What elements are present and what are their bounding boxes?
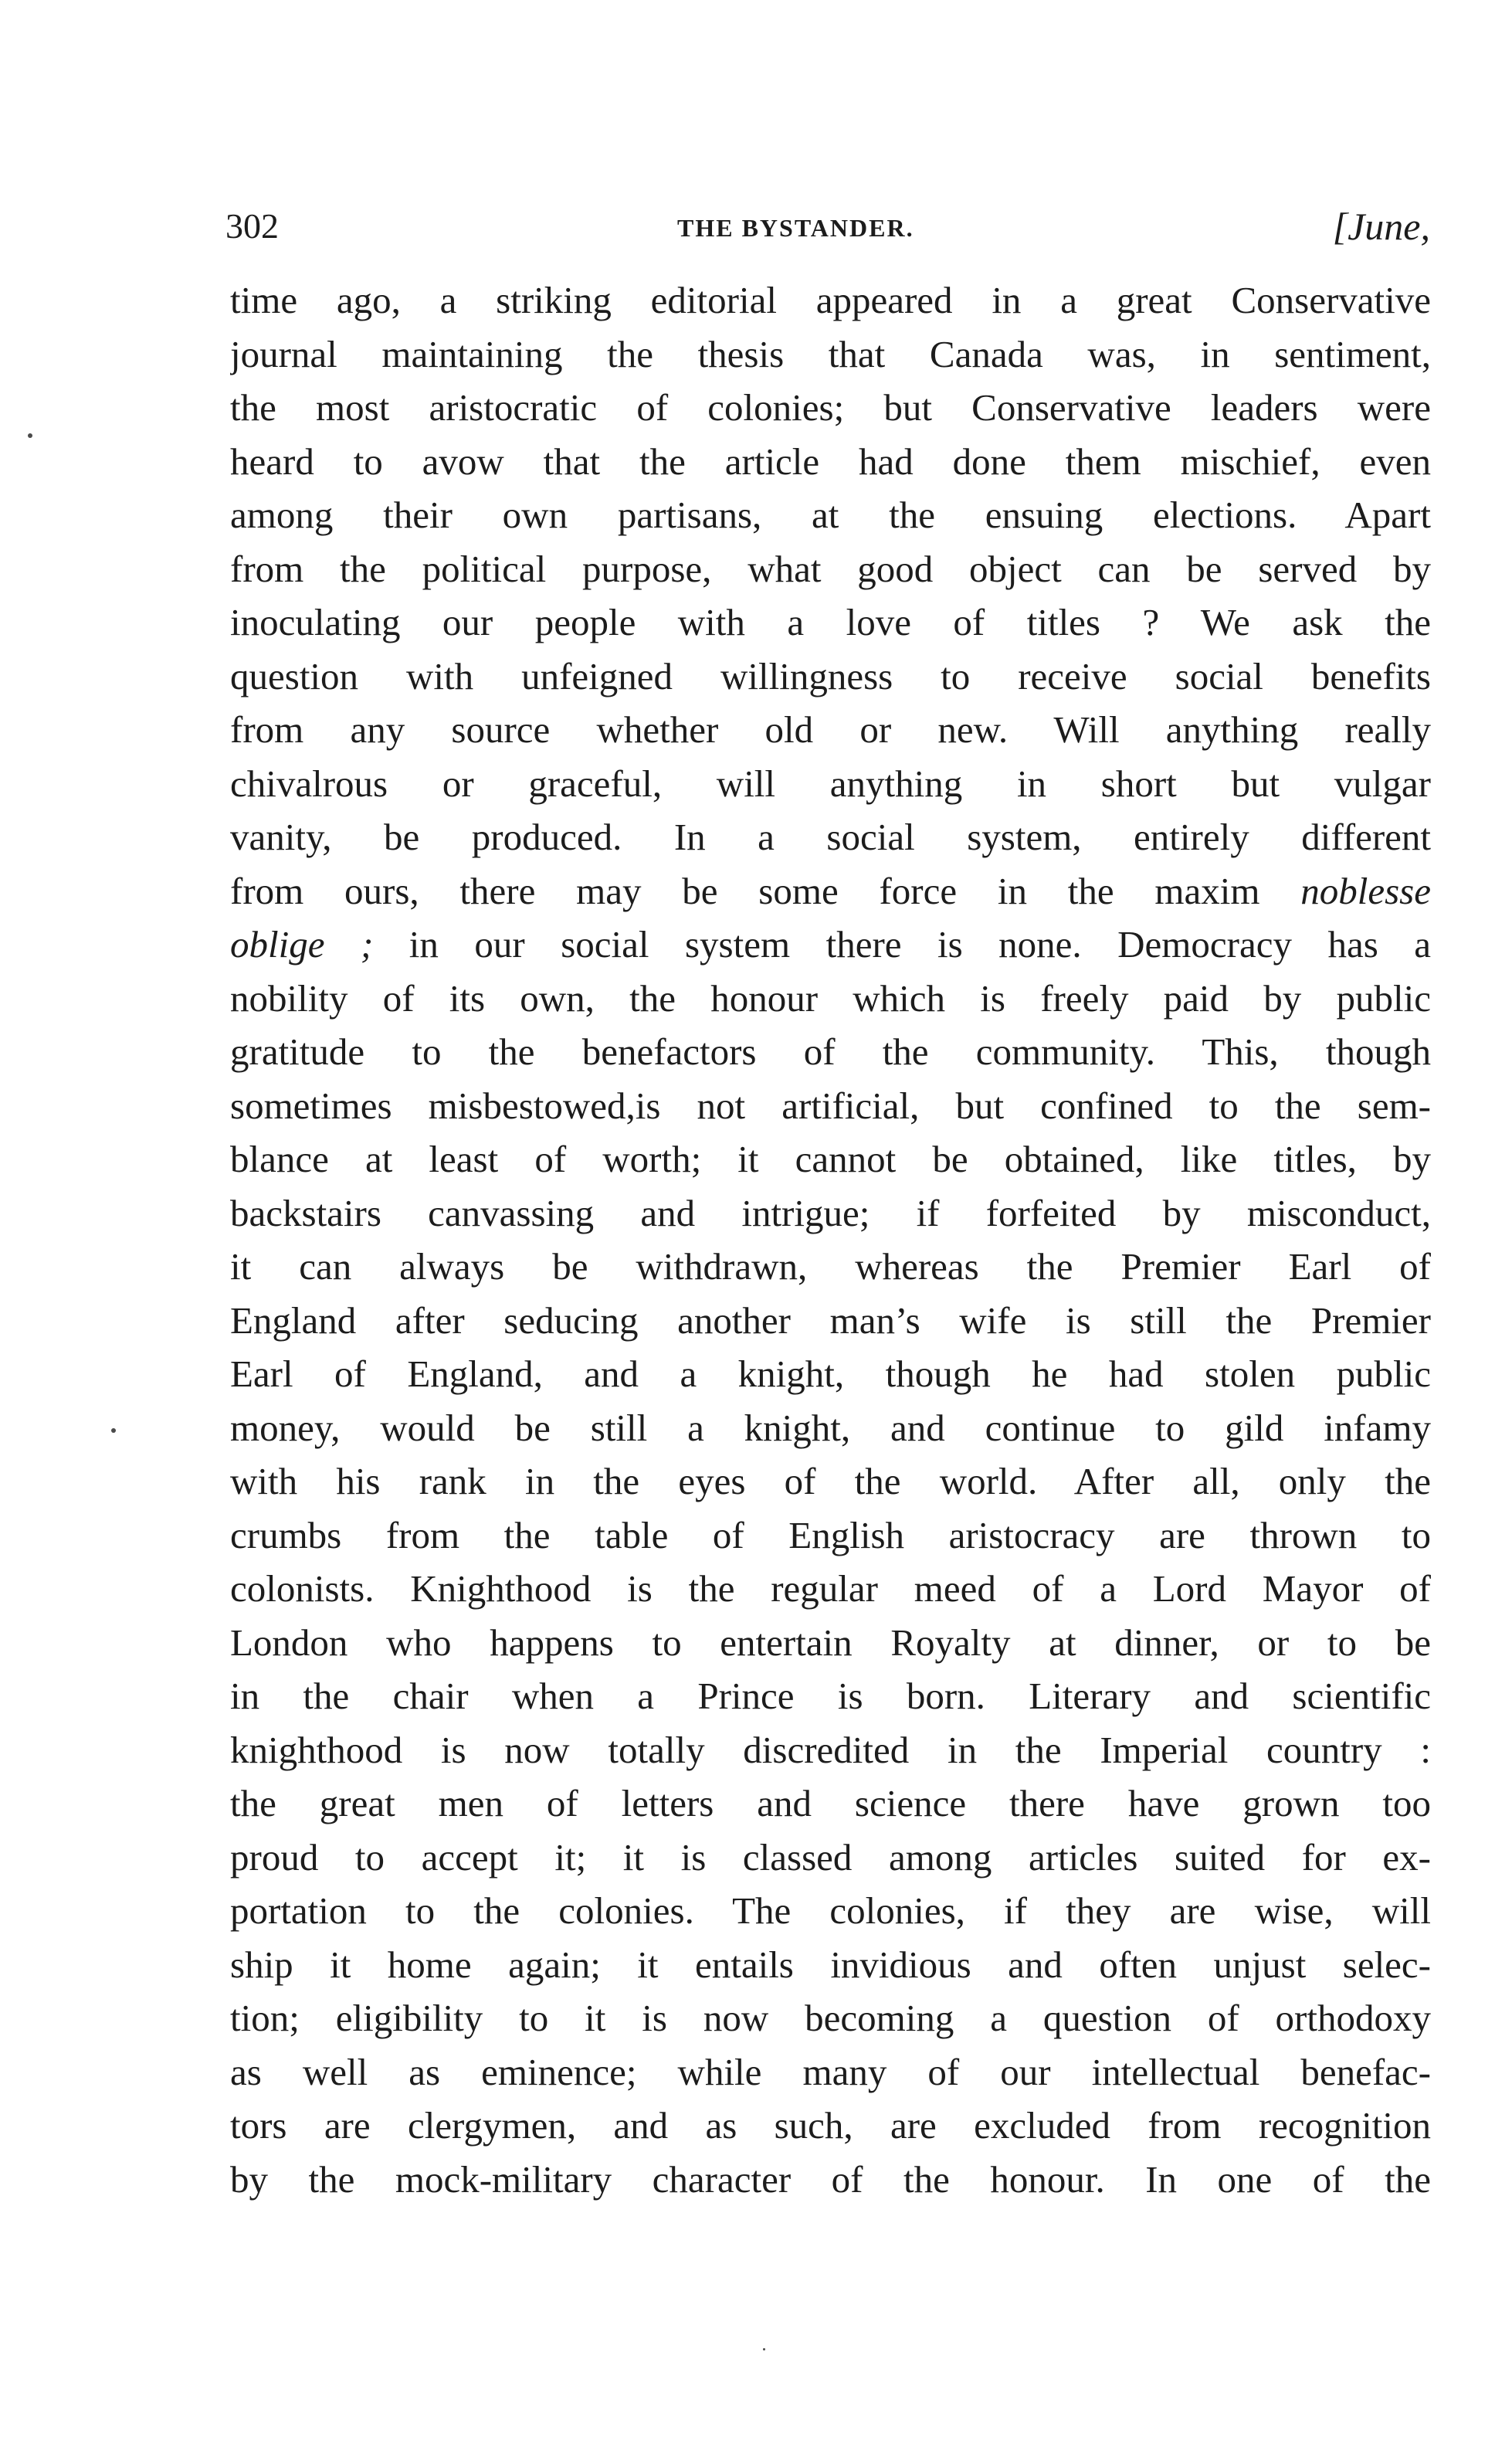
text-line	[230, 757, 1431, 811]
running-head	[225, 199, 1430, 253]
line-text: backstairs canvassing and intrigue; if forfeited by misconduct,	[230, 1191, 1431, 1234]
text-line	[230, 1831, 1431, 1885]
text-line	[230, 273, 1431, 328]
body-text	[230, 273, 1431, 2206]
text-line	[230, 1347, 1431, 1401]
line-text: from ours, there may be some force in the maxim	[230, 869, 1301, 912]
text-line	[230, 1562, 1431, 1616]
text-line	[230, 650, 1431, 704]
text-line	[230, 1454, 1431, 1509]
line-text: vanity, be produced. In a social system, entirely different	[230, 816, 1431, 858]
line-text: sometimes misbestowed,is not artificial, but confined to the sem-	[230, 1084, 1431, 1127]
line-text: tors are clergymen, and as such, are excluded from recognition	[230, 2104, 1431, 2147]
text-line	[230, 972, 1431, 1026]
line-text: ship it home again; it entails invidious and often unjust selec-	[230, 1943, 1431, 1986]
text-line	[230, 2099, 1431, 2153]
line-text: in our social system there is none. Democracy has a	[373, 923, 1431, 966]
line-text: by the mock-military character of the honour. In one of the	[230, 2157, 1431, 2201]
line-text: in the chair when a Prince is born. Literary and scientific	[230, 1675, 1431, 1717]
line-text: with his rank in the eyes of the world. After all, only the	[230, 1460, 1431, 1502]
text-line	[230, 810, 1431, 864]
scan-speck	[28, 433, 32, 438]
line-text: from the political purpose, what good object can be served by	[230, 547, 1431, 590]
line-text: chivalrous or graceful, will anything in short but vulgar	[230, 762, 1431, 805]
line-text: crumbs from the table of English aristocracy are thrown to	[230, 1513, 1431, 1556]
italic-phrase: noblesse	[1300, 869, 1431, 912]
line-text: Earl of England, and a knight, though he had stolen public	[230, 1352, 1431, 1395]
text-line	[230, 1401, 1431, 1455]
text-line	[230, 1669, 1431, 1723]
text-line	[230, 1132, 1431, 1186]
text-line	[230, 488, 1431, 542]
text-line	[230, 918, 1431, 972]
text-line	[230, 328, 1431, 382]
text-line	[230, 596, 1431, 650]
line-text: it can always be withdrawn, whereas the Premier Earl of	[230, 1245, 1431, 1288]
line-text: colonists. Knighthood is the regular meed of a Lord Mayor of	[230, 1567, 1431, 1610]
line-text: proud to accept it; it is classed among articles suited for ex-	[230, 1835, 1431, 1879]
text-line	[230, 1025, 1431, 1079]
line-text: time ago, a striking editorial appeared in a great Conservative	[230, 279, 1431, 321]
line-text: money, would be still a knight, and continue to gild infamy	[230, 1406, 1431, 1449]
text-line	[230, 1991, 1431, 2045]
text-line	[230, 1938, 1431, 1992]
scan-speck	[763, 2348, 765, 2350]
line-text: journal maintaining the thesis that Canada was, in sentiment,	[230, 332, 1431, 375]
scan-speck	[111, 1428, 116, 1433]
text-line	[230, 2153, 1431, 2207]
line-text: as well as eminence; while many of our intellectual benefac-	[230, 2050, 1431, 2093]
text-line	[230, 1884, 1431, 1938]
text-line	[230, 1509, 1431, 1563]
line-text: among their own partisans, at the ensuing elections. Apart	[230, 494, 1431, 536]
line-text: England after seducing another man’s wife is still the Premier	[230, 1298, 1431, 1342]
line-text: inoculating our people with a love of titles ? We ask the	[230, 601, 1431, 643]
text-line	[230, 2045, 1431, 2099]
line-text: knighthood is now totally discredited in the Imperial country :	[230, 1728, 1431, 1771]
line-text: the great men of letters and science there have grown too	[230, 1782, 1431, 1824]
line-text: the most aristocratic of colonies; but Conservative leaders were	[230, 386, 1431, 429]
italic-phrase: oblige ;	[230, 923, 374, 966]
text-line	[230, 1616, 1431, 1670]
line-text: nobility of its own, the honour which is freely paid by public	[230, 976, 1431, 1020]
text-line	[230, 864, 1431, 918]
line-text: question with unfeigned willingness to receive social benefits	[230, 654, 1431, 697]
text-line	[230, 1079, 1431, 1133]
line-text: portation to the colonies. The colonies, if they are wise, will	[230, 1889, 1431, 1932]
text-line	[230, 1240, 1431, 1294]
line-text: from any source whether old or new. Will anything really	[230, 708, 1431, 751]
page-number: 302	[225, 206, 279, 246]
text-line	[230, 1777, 1431, 1831]
journal-title: THE BYSTANDER.	[677, 214, 914, 242]
line-text: gratitude to the benefactors of the community. This, though	[230, 1030, 1431, 1073]
text-line	[230, 381, 1431, 435]
text-line	[230, 1723, 1431, 1777]
text-line	[230, 703, 1431, 757]
month-label: [June,	[1332, 205, 1430, 248]
line-text: blance at least of worth; it cannot be obtained, like titles, by	[230, 1138, 1431, 1180]
text-line	[230, 1186, 1431, 1240]
text-line	[230, 1294, 1431, 1348]
line-text: tion; eligibility to it is now becoming a question of orthodoxy	[230, 1997, 1431, 2039]
line-text: London who happens to entertain Royalty at dinner, or to be	[230, 1621, 1431, 1664]
text-line	[230, 435, 1431, 489]
text-line	[230, 542, 1431, 596]
line-text: heard to avow that the article had done them mischief, even	[230, 440, 1431, 483]
